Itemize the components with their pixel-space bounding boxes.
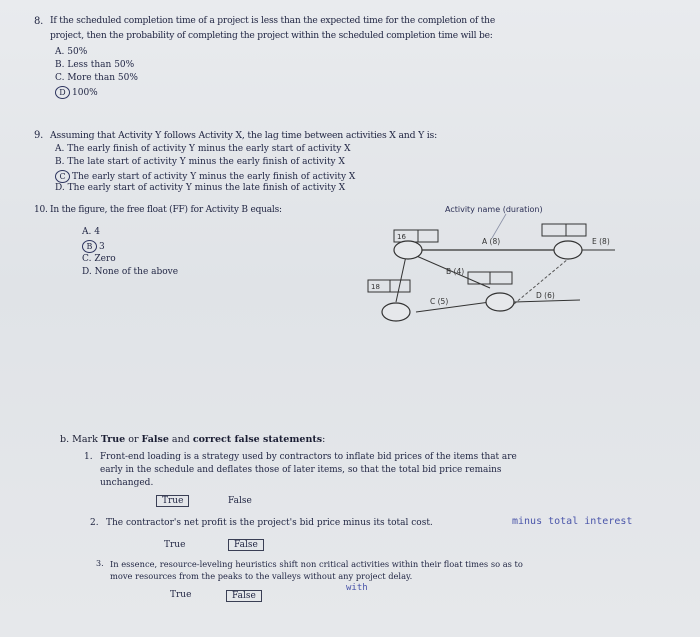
tf-item-2-false-option[interactable]: False — [228, 539, 264, 551]
activity-c-arrow — [416, 302, 490, 312]
node-3-box-right — [490, 272, 512, 284]
tf-item-2-true-option[interactable]: True — [164, 540, 186, 550]
activity-network-diagram — [360, 192, 630, 337]
q9-option-a[interactable]: A. The early finish of activity Y minus the early start of activity X — [55, 144, 351, 154]
node-3 — [486, 293, 514, 311]
legend-pointer — [492, 214, 506, 238]
activity-e-label: E (8) — [592, 237, 610, 246]
selected-answer-circle: C — [55, 170, 70, 183]
q8-option-b[interactable]: B. Less than 50% — [55, 60, 135, 70]
activity-b-label: B (4) — [446, 267, 465, 276]
q10-option-d[interactable]: D. None of the above — [82, 267, 179, 277]
activity-d-label: D (6) — [536, 291, 555, 300]
node-2 — [382, 303, 410, 321]
q10-number: 10. — [34, 205, 48, 215]
node-2-box-value: 18 — [371, 283, 380, 291]
tf-item-1-line3: unchanged. — [100, 478, 154, 488]
q10-option-c[interactable]: C. Zero — [82, 254, 116, 264]
q9-number: 9. — [34, 130, 44, 141]
tf-item-3-line2: move resources from the peaks to the valleys without any project delay. — [110, 571, 413, 581]
q8-stem-line2: project, then the probability of completing the project within the scheduled completion time will be: — [50, 31, 493, 41]
tf-item-3-handwritten-note: with — [346, 583, 368, 593]
q8-option-a[interactable]: A. 50% — [55, 47, 88, 57]
activity-c-label: C (5) — [430, 297, 449, 306]
tf-item-2-line1: The contractor's net profit is the project's bid price minus its total cost. — [106, 518, 433, 528]
node-1-box-right — [418, 230, 438, 242]
diagram-legend: Activity name (duration) — [445, 205, 543, 214]
tf-item-1-true-option[interactable]: True — [156, 495, 189, 507]
node-3-box-left — [468, 272, 490, 284]
q9-stem: Assuming that Activity Y follows Activity X, the lag time between activities X and Y is: — [50, 130, 438, 141]
selected-answer-circle: D — [55, 86, 70, 99]
node-1-box-value: 16 — [397, 233, 406, 241]
link-line-left — [396, 256, 406, 302]
node-4-box-right — [566, 224, 586, 236]
q8-stem-line1: If the scheduled completion time of a project is less than the expected time for the completion of the — [50, 16, 496, 26]
q10-option-b[interactable]: B 3 — [82, 240, 105, 253]
worksheet-page: 8. If the scheduled completion time of a project is less than the expected time for the completion of the project, then the probability of completing the project within the scheduled completion time will be: A. 50% B. Less than 50% C. More than 50% D 100% 9. Assuming that Activity Y follows Activity X, the lag time between activities X and Y is: A. The early finish of activity Y minus the early start of activity X B. The late start of activity Y minus the early finish of activity X C The early start of activity Y minus the early finish of activity X D. The early start of activity Y minus the late finish of activity X 10. In the figure, the free float (FF) for Activity B equals: A. 4 B 3 C. Zero D. None of the above Activity name (duration) 16 18 A (8) B (4) C (5) D (6) E (8) b. Mark True or False and correct false statements: 1. Front-end loading is a strategy used by contractors to inflate bid prices of the items that are early in the schedule and deflates those of later items, so that the total bid price remains unchanged. True False 2. The contractor's net profit is the project's bid price minus its total cost. minus total interest True False 3. In essence, resource-leveling heuristics shift non critical activities within their float times so as to move resources from the peaks to the valleys without any project delay. with True False — [0, 0, 700, 637]
q10-stem: In the figure, the free float (FF) for Activity B equals: — [50, 205, 282, 215]
node-4-box-left — [542, 224, 566, 236]
q9-option-c[interactable]: C The early start of activity Y minus the early finish of activity X — [55, 170, 355, 183]
node-4 — [554, 241, 582, 259]
node-1 — [394, 241, 422, 259]
tf-item-1-false-option[interactable]: False — [228, 496, 252, 506]
activity-a-label: A (8) — [482, 237, 501, 246]
tf-item-1-line1: Front-end loading is a strategy used by contractors to inflate bid prices of the items that are — [100, 452, 517, 462]
q9-option-b[interactable]: B. The late start of activity Y minus the early finish of activity X — [55, 157, 345, 167]
q8-option-c[interactable]: C. More than 50% — [55, 73, 138, 83]
tf-item-3-false-option[interactable]: False — [226, 590, 262, 602]
tf-item-3-line1: In essence, resource-leveling heuristics shift non critical activities within their float times so as to — [110, 559, 523, 569]
q8-number: 8. — [34, 16, 44, 27]
activity-d-arrow — [514, 300, 580, 302]
tf-item-3-true-option[interactable]: True — [170, 590, 192, 600]
tf-item-2-handwritten-note: minus total interest — [512, 516, 633, 527]
selected-answer-circle: B — [82, 240, 97, 253]
tf-item-1-line2: early in the schedule and deflates those of later items, so that the total bid price remains — [100, 465, 502, 475]
q8-option-d[interactable]: D 100% — [55, 86, 98, 99]
q10-option-a[interactable]: A. 4 — [82, 227, 100, 237]
q9-option-d[interactable]: D. The early start of activity Y minus the late finish of activity X — [55, 183, 346, 193]
part-b-heading: b. Mark True or False and correct false statements: — [60, 434, 326, 445]
